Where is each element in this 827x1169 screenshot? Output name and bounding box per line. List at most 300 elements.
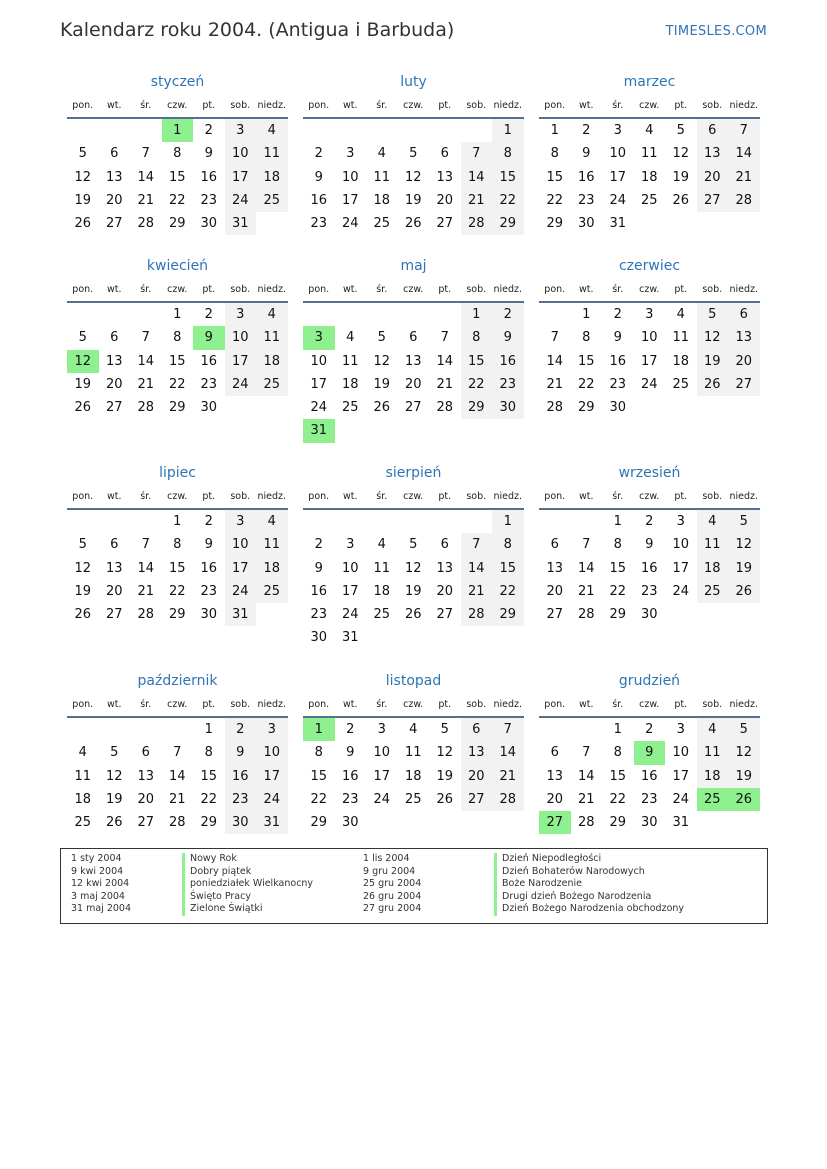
day-cell: 6 (110, 537, 119, 553)
empty-cell (429, 119, 461, 142)
month-block (303, 255, 524, 443)
day-cell: 22 (168, 376, 186, 392)
day-cell: 12 (697, 326, 729, 349)
day-cell: 9 (314, 169, 323, 185)
empty-cell (225, 396, 257, 419)
week-row (67, 212, 288, 235)
week-row (539, 212, 760, 235)
empty-cell (67, 303, 99, 326)
day-cell: 6 (110, 330, 119, 346)
weekday-header (67, 282, 288, 303)
day-cell: 3 (676, 514, 685, 529)
day-cell: 5 (377, 330, 386, 346)
empty-cell (492, 811, 524, 834)
day-cell: 25 (404, 791, 422, 807)
week-row (67, 741, 288, 764)
day-cell: 22 (200, 791, 218, 807)
month-block (67, 71, 288, 235)
day-cell: 26 (672, 192, 690, 208)
day-cell: 6 (728, 303, 760, 326)
day-cell: 10 (225, 142, 257, 165)
month-block (67, 255, 288, 419)
empty-cell (728, 212, 760, 235)
day-cell: 14 (728, 142, 760, 165)
month-block (539, 71, 760, 235)
legend-date: 1 sty 2004 (71, 853, 122, 864)
weekday-label: pt. (438, 491, 452, 502)
day-cell: 5 (409, 146, 418, 162)
day-cell: 27 (436, 216, 454, 232)
day-cell: 18 (640, 169, 658, 185)
day-cell: 25 (697, 580, 729, 603)
week-row (67, 303, 288, 326)
day-cell: 19 (74, 583, 92, 599)
day-cell: 5 (78, 537, 87, 553)
week-row (539, 510, 760, 533)
weekday-label: czw. (403, 491, 424, 502)
day-cell: 12 (672, 146, 690, 162)
empty-cell (366, 303, 398, 326)
day-cell: 9 (346, 745, 355, 761)
empty-cell (461, 419, 493, 442)
day-cell: 4 (697, 718, 729, 741)
day-cell: 24 (225, 580, 257, 603)
day-cell: 6 (440, 537, 449, 553)
weekday-label: czw. (403, 699, 424, 710)
day-cell: 17 (310, 376, 328, 392)
day-cell: 9 (582, 146, 591, 162)
week-row (303, 626, 524, 649)
week-row (539, 811, 760, 834)
day-cell: 4 (409, 722, 418, 737)
weekday-label: niedz. (729, 491, 759, 502)
empty-cell (492, 419, 524, 442)
legend-holiday-name: Dzień Niepodległości (494, 853, 684, 866)
empty-cell (429, 811, 461, 834)
day-cell: 19 (697, 350, 729, 373)
day-cell: 15 (461, 350, 493, 373)
weekday-label: pon. (308, 100, 330, 111)
empty-cell (335, 303, 367, 326)
weekday-label: niedz. (493, 699, 523, 710)
empty-cell (665, 212, 697, 235)
day-cell: 5 (697, 303, 729, 326)
day-cell: 15 (609, 560, 627, 576)
week-row (67, 189, 288, 212)
day-cell: 21 (546, 376, 564, 392)
day-cell: 8 (613, 745, 622, 761)
day-cell: 18 (404, 768, 422, 784)
weekday-label: sob. (466, 100, 487, 111)
empty-cell (256, 603, 288, 626)
week-row (539, 303, 760, 326)
day-cell: 14 (577, 560, 595, 576)
day-cell: 2 (645, 722, 654, 737)
day-cell: 16 (577, 169, 595, 185)
day-cell: 27 (105, 216, 123, 232)
day-cell: 17 (640, 353, 658, 369)
weekday-label: pon. (72, 100, 94, 111)
legend-holiday-name: Zielone Świątki (182, 903, 313, 916)
weekday-label: sob. (230, 491, 251, 502)
day-cell: 30 (310, 630, 328, 646)
day-cell: 1 (303, 718, 335, 741)
day-cell: 24 (341, 607, 359, 623)
day-cell: 28 (137, 607, 155, 623)
day-cell: 28 (577, 607, 595, 623)
day-cell: 12 (404, 169, 422, 185)
day-cell: 12 (404, 560, 422, 576)
day-cell: 23 (200, 192, 218, 208)
weekday-label: pon. (72, 491, 94, 502)
legend-date: 27 gru 2004 (363, 903, 422, 915)
day-cell: 23 (225, 788, 257, 811)
day-cell: 1 (492, 510, 524, 533)
weekday-label: śr. (140, 100, 152, 111)
empty-cell (492, 626, 524, 649)
legend-names-right (494, 853, 684, 916)
day-cell: 4 (256, 510, 288, 533)
weekday-label: śr. (140, 284, 152, 295)
weekday-label: sob. (466, 491, 487, 502)
day-cell: 21 (461, 189, 493, 212)
week-row (539, 741, 760, 764)
legend-date: 12 kwi 2004 (71, 878, 130, 890)
day-cell: 26 (373, 400, 391, 416)
day-cell: 21 (728, 166, 760, 189)
weekday-label: pt. (202, 284, 216, 295)
legend-date: 31 maj 2004 (71, 903, 132, 915)
day-cell: 27 (137, 815, 155, 831)
day-cell: 5 (409, 537, 418, 553)
week-row (67, 142, 288, 165)
day-cell: 7 (582, 745, 591, 761)
day-cell: 26 (105, 815, 123, 831)
day-cell: 10 (373, 745, 391, 761)
day-cell: 15 (492, 166, 524, 189)
day-cell: 20 (546, 583, 564, 599)
day-cell: 19 (728, 765, 760, 788)
holiday-legend (60, 848, 768, 924)
weekday-label: niedz. (729, 100, 759, 111)
month-block (539, 462, 760, 626)
empty-cell (697, 603, 729, 626)
day-cell: 13 (728, 326, 760, 349)
weekday-label: pon. (308, 284, 330, 295)
empty-cell (99, 718, 131, 741)
week-row (67, 580, 288, 603)
day-cell: 12 (67, 350, 99, 373)
day-cell: 16 (640, 560, 658, 576)
legend-date: 9 kwi 2004 (71, 865, 124, 877)
day-cell: 19 (404, 583, 422, 599)
day-cell: 27 (697, 189, 729, 212)
empty-cell (398, 303, 430, 326)
weekday-label: pt. (202, 100, 216, 111)
week-row (303, 189, 524, 212)
weekday-label: wt. (342, 100, 358, 111)
week-row (67, 326, 288, 349)
day-cell: 5 (110, 745, 119, 761)
day-cell: 1 (461, 303, 493, 326)
day-cell: 29 (168, 607, 186, 623)
day-cell: 10 (225, 326, 257, 349)
day-cell: 1 (173, 307, 182, 322)
day-cell: 16 (225, 765, 257, 788)
day-cell: 1 (613, 722, 622, 737)
month-block (303, 71, 524, 235)
weekday-label: sob. (230, 699, 251, 710)
day-cell: 27 (105, 607, 123, 623)
day-cell: 25 (672, 376, 690, 392)
day-cell: 4 (377, 537, 386, 553)
weekday-label: wt. (106, 100, 122, 111)
empty-cell (665, 396, 697, 419)
day-cell: 4 (645, 123, 654, 138)
day-cell: 25 (373, 216, 391, 232)
empty-cell (398, 419, 430, 442)
day-cell: 13 (461, 741, 493, 764)
weekday-label: czw. (639, 699, 660, 710)
day-cell: 23 (200, 583, 218, 599)
day-cell: 30 (640, 607, 658, 623)
day-cell: 25 (341, 400, 359, 416)
day-cell: 28 (461, 603, 493, 626)
day-cell: 28 (728, 189, 760, 212)
day-cell: 10 (341, 169, 359, 185)
weekday-label: pon. (544, 100, 566, 111)
weekday-label: śr. (612, 284, 624, 295)
empty-cell (697, 212, 729, 235)
day-cell: 5 (676, 123, 685, 138)
weekday-label: czw. (639, 491, 660, 502)
empty-cell (398, 811, 430, 834)
weekday-label: pt. (674, 491, 688, 502)
day-cell: 3 (346, 537, 355, 553)
day-cell: 2 (225, 718, 257, 741)
day-cell: 8 (314, 745, 323, 761)
day-cell: 12 (74, 560, 92, 576)
day-cell: 26 (697, 373, 729, 396)
day-cell: 14 (137, 353, 155, 369)
month-name: kwiecień (146, 258, 209, 274)
empty-cell (398, 510, 430, 533)
weekday-label: wt. (342, 284, 358, 295)
weekday-header (539, 98, 760, 119)
day-cell: 14 (436, 353, 454, 369)
day-cell: 18 (672, 353, 690, 369)
weekday-label: śr. (140, 491, 152, 502)
month-name: sierpień (385, 465, 442, 481)
empty-cell (429, 419, 461, 442)
day-cell: 19 (672, 169, 690, 185)
week-row (67, 396, 288, 419)
day-cell: 22 (609, 583, 627, 599)
day-cell: 14 (492, 741, 524, 764)
month-name: listopad (385, 673, 442, 689)
day-cell: 9 (634, 741, 666, 764)
month-name: czerwiec (618, 258, 681, 274)
weekday-label: śr. (612, 699, 624, 710)
day-cell: 10 (225, 533, 257, 556)
day-cell: 11 (373, 560, 391, 576)
empty-cell (256, 212, 288, 235)
day-cell: 18 (373, 192, 391, 208)
month-name: styczeń (150, 74, 205, 90)
day-cell: 16 (310, 583, 328, 599)
day-cell: 28 (137, 400, 155, 416)
weekday-header (67, 697, 288, 718)
day-cell: 13 (436, 560, 454, 576)
empty-cell (256, 396, 288, 419)
day-cell: 4 (676, 307, 685, 322)
weekday-label: wt. (578, 699, 594, 710)
month-block (539, 255, 760, 419)
day-cell: 24 (341, 216, 359, 232)
day-cell: 2 (645, 514, 654, 529)
day-cell: 29 (609, 607, 627, 623)
legend-holiday-name: Święto Pracy (182, 891, 313, 904)
month-name: luty (400, 74, 427, 90)
empty-cell (303, 119, 335, 142)
weekday-label: pon. (72, 699, 94, 710)
week-row (303, 350, 524, 373)
empty-cell (571, 510, 603, 533)
day-cell: 17 (341, 192, 359, 208)
weekday-header (539, 282, 760, 303)
day-cell: 19 (436, 768, 454, 784)
day-cell: 5 (78, 146, 87, 162)
day-cell: 29 (168, 216, 186, 232)
week-row (67, 373, 288, 396)
empty-cell (130, 303, 162, 326)
day-cell: 19 (404, 192, 422, 208)
weekday-label: pt. (674, 284, 688, 295)
weekday-label: pon. (72, 284, 94, 295)
day-cell: 11 (697, 533, 729, 556)
day-cell: 21 (436, 376, 454, 392)
empty-cell (539, 718, 571, 741)
day-cell: 7 (582, 537, 591, 553)
week-row (67, 603, 288, 626)
weekday-label: czw. (167, 100, 188, 111)
week-row (539, 765, 760, 788)
day-cell: 12 (728, 741, 760, 764)
day-cell: 7 (141, 330, 150, 346)
weekday-label: pt. (674, 100, 688, 111)
month-name: wrzesień (618, 465, 681, 481)
empty-cell (429, 510, 461, 533)
day-cell: 9 (314, 560, 323, 576)
brand-link[interactable]: TIMESLES.COM (665, 24, 767, 39)
day-cell: 8 (550, 146, 559, 162)
day-cell: 19 (728, 557, 760, 580)
day-cell: 13 (105, 560, 123, 576)
weekday-header (303, 98, 524, 119)
day-cell: 25 (74, 815, 92, 831)
day-cell: 29 (492, 603, 524, 626)
day-cell: 1 (613, 514, 622, 529)
legend-date: 3 maj 2004 (71, 890, 125, 902)
week-row (67, 119, 288, 142)
day-cell: 20 (436, 583, 454, 599)
week-row (67, 788, 288, 811)
day-cell: 15 (577, 353, 595, 369)
day-cell: 14 (577, 768, 595, 784)
day-cell: 16 (200, 169, 218, 185)
weekday-label: pt. (674, 699, 688, 710)
day-cell: 22 (492, 189, 524, 212)
day-cell: 20 (105, 376, 123, 392)
empty-cell (67, 718, 99, 741)
weekday-label: sob. (466, 699, 487, 710)
day-cell: 27 (105, 400, 123, 416)
weekday-header (303, 697, 524, 718)
weekday-label: czw. (639, 284, 660, 295)
day-cell: 11 (697, 741, 729, 764)
day-cell: 9 (492, 326, 524, 349)
day-cell: 29 (577, 400, 595, 416)
day-cell: 30 (200, 607, 218, 623)
weekday-label: niedz. (493, 284, 523, 295)
weekday-label: pon. (544, 284, 566, 295)
week-row (539, 119, 760, 142)
day-cell: 22 (168, 583, 186, 599)
day-cell: 20 (728, 350, 760, 373)
day-cell: 21 (492, 765, 524, 788)
week-row (539, 189, 760, 212)
day-cell: 18 (697, 557, 729, 580)
day-cell: 15 (168, 353, 186, 369)
day-cell: 15 (310, 768, 328, 784)
week-row (539, 533, 760, 556)
weekday-label: pon. (544, 491, 566, 502)
day-cell: 17 (341, 583, 359, 599)
day-cell: 6 (141, 745, 150, 761)
day-cell: 13 (436, 169, 454, 185)
day-cell: 31 (225, 603, 257, 626)
weekday-header (67, 489, 288, 510)
empty-cell (398, 119, 430, 142)
day-cell: 16 (310, 192, 328, 208)
day-cell: 10 (640, 330, 658, 346)
day-cell: 22 (168, 192, 186, 208)
day-cell: 3 (225, 119, 257, 142)
weekday-label: wt. (342, 699, 358, 710)
day-cell: 20 (436, 192, 454, 208)
day-cell: 23 (492, 373, 524, 396)
weekday-header (539, 489, 760, 510)
weekday-label: pt. (438, 284, 452, 295)
day-cell: 4 (697, 510, 729, 533)
day-cell: 6 (440, 146, 449, 162)
day-cell: 7 (492, 718, 524, 741)
week-row (303, 718, 524, 741)
day-cell: 1 (162, 119, 194, 142)
month-name: marzec (623, 74, 676, 90)
empty-cell (303, 510, 335, 533)
day-cell: 30 (609, 400, 627, 416)
day-cell: 3 (303, 326, 335, 349)
page-title: Kalendarz roku 2004. (Antigua i Barbuda) (60, 19, 455, 41)
day-cell: 7 (141, 537, 150, 553)
day-cell: 11 (256, 533, 288, 556)
empty-cell (461, 626, 493, 649)
day-cell: 4 (256, 119, 288, 142)
day-cell: 30 (225, 811, 257, 834)
week-row (303, 603, 524, 626)
weekday-label: sob. (466, 284, 487, 295)
